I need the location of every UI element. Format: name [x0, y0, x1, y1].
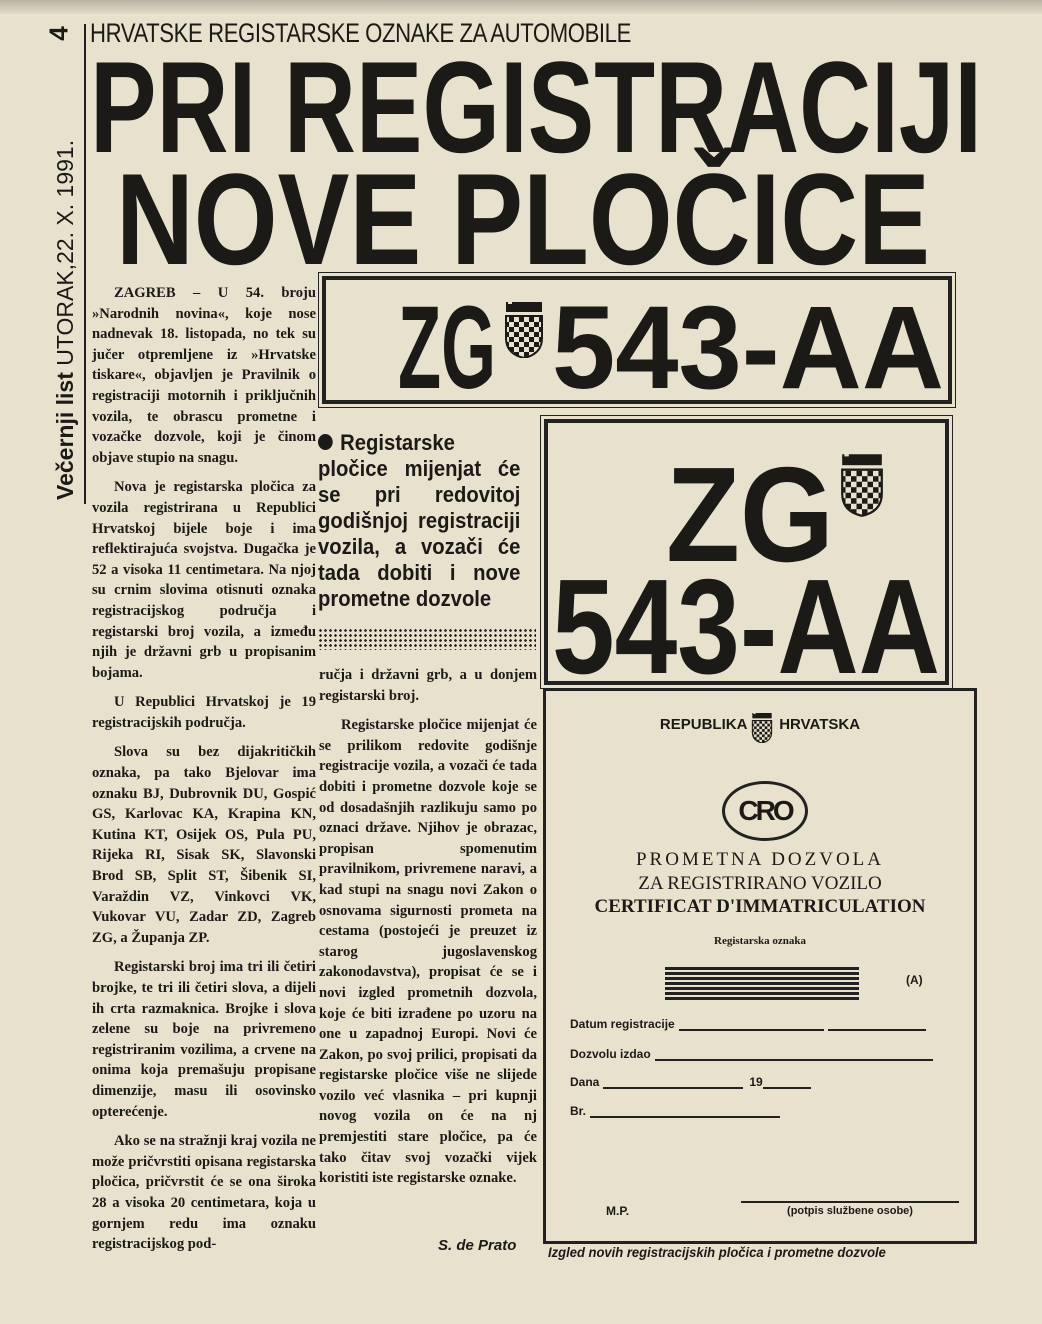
stamp-place: M.P. [606, 1204, 630, 1218]
page-number: 4 [43, 26, 74, 41]
blank-line [828, 1019, 926, 1031]
license-plate-square [544, 419, 949, 685]
field-label: Br. [570, 1104, 587, 1118]
paragraph: Registarske pločice mijenjat će se prilikom redovite godišnje registracije vozila, a vozači će tada dobiti i prometne dozvole koje se od dosadašnjih razlikuju samo po oznaci države. Njihov je obrazac, propisan spomenutim pravilnikom, privremene naravi, a kad stupi na snagu novi Zakon o osnovama sigurnosti prometa na cestama (postojeći je preuzet iz starog jugoslavenskog zakonodavstva), propisat će se i novi izgled prometnih dozvola, koje će biti izrađene po uzoru na one u zapadnoj Europi. Novi će Zakon, po svoj prilici, propisati da registarske pločice više ne slijede vozilo već vlasnika – pri kupnji novog vozila on će na nj premjestiti stare pločice, pa će tako čitav svoj vozački vijek koristiti iste registarske oznake. [319, 717, 537, 1187]
headline-line1: PRI REGISTRACIJI [90, 46, 982, 180]
field-number [570, 1104, 780, 1118]
certificate-title-french: CERTIFICAT D'IMMATRICULATION [594, 896, 926, 917]
pull-quote-text: Registarske pločice mijenjat će se pri redovitoj godišnjoj registraciji vozila, a vozači će tada dobiti i nove prometne dozvole [318, 430, 521, 611]
bullet-dot-icon [318, 434, 333, 450]
field-issued-by [570, 1047, 933, 1061]
blank-line [763, 1077, 811, 1089]
republic-right: HRVATSKA [779, 716, 861, 733]
blank-line [679, 1019, 824, 1031]
blank-line [590, 1106, 780, 1118]
country-code-oval: CRO [722, 781, 808, 841]
kicker: HRVATSKE REGISTARSKE OZNAKE ZA AUTOMOBILE [90, 18, 631, 48]
figure-caption: Izgled novih registracijskih pločica i prometne dozvole [548, 1244, 886, 1260]
republic-left: REPUBLIKA [659, 716, 747, 733]
license-plate-wide [322, 276, 952, 404]
article-column-1 [92, 283, 316, 1264]
year-prefix: 19 [749, 1075, 763, 1089]
signature-caption: (potpis službene osobe) [787, 1205, 913, 1217]
paragraph: Registarski broj ima tri ili četiri brojke, te tri ili četiri slova, a dijeli ih crta razmaknica. Brojke i slova zelene su boje na privremeno registriranim vozilima, a crvene na onima koja premašuju propisane dimenzije, masu ili osovinsko opterećenje. [92, 959, 316, 1120]
masthead-date: UTORAK,22. X. 1991. [52, 139, 78, 366]
paragraph: Nova je registarska pločica za vozila registrirana u Republici Hrvatskoj bijele boje i ima reflektirajuća svojstva. Dugačka je 52 a visoka 11 centimetara. Na njoj su crnim slovima otisnuti oznaka registracijskog područja i registarski broj vozila, a između njih je državni grb u propisanim bojama. [92, 479, 316, 681]
signature-line [741, 1201, 959, 1203]
blank-line [603, 1077, 743, 1089]
plate-region: ZG [666, 439, 834, 590]
pull-quote [318, 430, 520, 612]
registration-label: Registarska oznaka [714, 935, 806, 947]
croatian-coat-of-arms-icon [506, 302, 542, 358]
paragraph: ručja i državni grb, a u donjem registarski broj. [319, 667, 537, 704]
field-label: Dozvolu izdao [570, 1047, 651, 1061]
republic-heading [546, 713, 974, 743]
paragraph: U Republici Hrvatskoj je 19 registracijskih područja. [92, 694, 316, 731]
halftone-divider [318, 628, 536, 650]
headline-line2: NOVE PLOČICE [116, 146, 930, 270]
article-column-2 [319, 665, 537, 1198]
plate-region: ZG [398, 282, 496, 400]
field-label: Dana [570, 1075, 600, 1089]
masthead-name: Večernji list [52, 372, 78, 500]
divider [84, 24, 86, 504]
field-date [570, 1075, 811, 1089]
registration-certificate [543, 688, 977, 1244]
field-registration-date [570, 1017, 926, 1031]
croatian-coat-of-arms-icon [842, 454, 882, 516]
vehicle-category: (A) [906, 973, 923, 987]
registration-number-placeholder [665, 967, 859, 1001]
paragraph: ZAGREB – U 54. broju »Narodnih novina«, koje nose nadnevak 18. listopada, no tek su jučer otpremljene iz »Hrvatske tiskare«, objavljen je Pravilnik o registraciji motornih i priključnih vozila, te obrascu prometne i vozačke dozvole, koji je činom objave stupio na snagu. [92, 285, 316, 466]
paragraph: Slova su bez dijakritičkih oznaka, pa tako Bjelovar ima oznaku BJ, Dubrovnik DU, Gospić GS, Karlovac KA, Krapina KN, Kutina KT, Osijek OS, Pula PU, Rijeka RI, Sisak SK, Slavonski Brod SB, Split ST, Šibenik SI, Varaždin VZ, Vinkovci VK, Vukovar VU, Zadar ZD, Zagreb ZG, a Županja ZP. [92, 744, 316, 946]
certificate-subtitle: ZA REGISTRIRANO VOZILO [638, 873, 882, 894]
byline: S. de Prato [438, 1237, 517, 1254]
field-label: Datum registracije [570, 1017, 675, 1031]
blank-line [655, 1049, 933, 1061]
croatian-coat-of-arms-icon [751, 713, 775, 743]
plate-number: 543-AA [552, 551, 940, 681]
plate-number: 543-AA [552, 282, 944, 400]
scan-edge [0, 0, 1042, 14]
masthead-vertical [52, 130, 79, 500]
headline [88, 46, 988, 270]
certificate-title: PROMETNA DOZVOLA [635, 849, 885, 870]
paragraph: Ako se na stražnji kraj vozila ne može pričvrstiti opisana registarska pločica, pričvrstit će se ona široka 28 a visoka 20 centimetara, koja u gornjem redu ima oznaku registracijskog pod- [92, 1133, 316, 1253]
